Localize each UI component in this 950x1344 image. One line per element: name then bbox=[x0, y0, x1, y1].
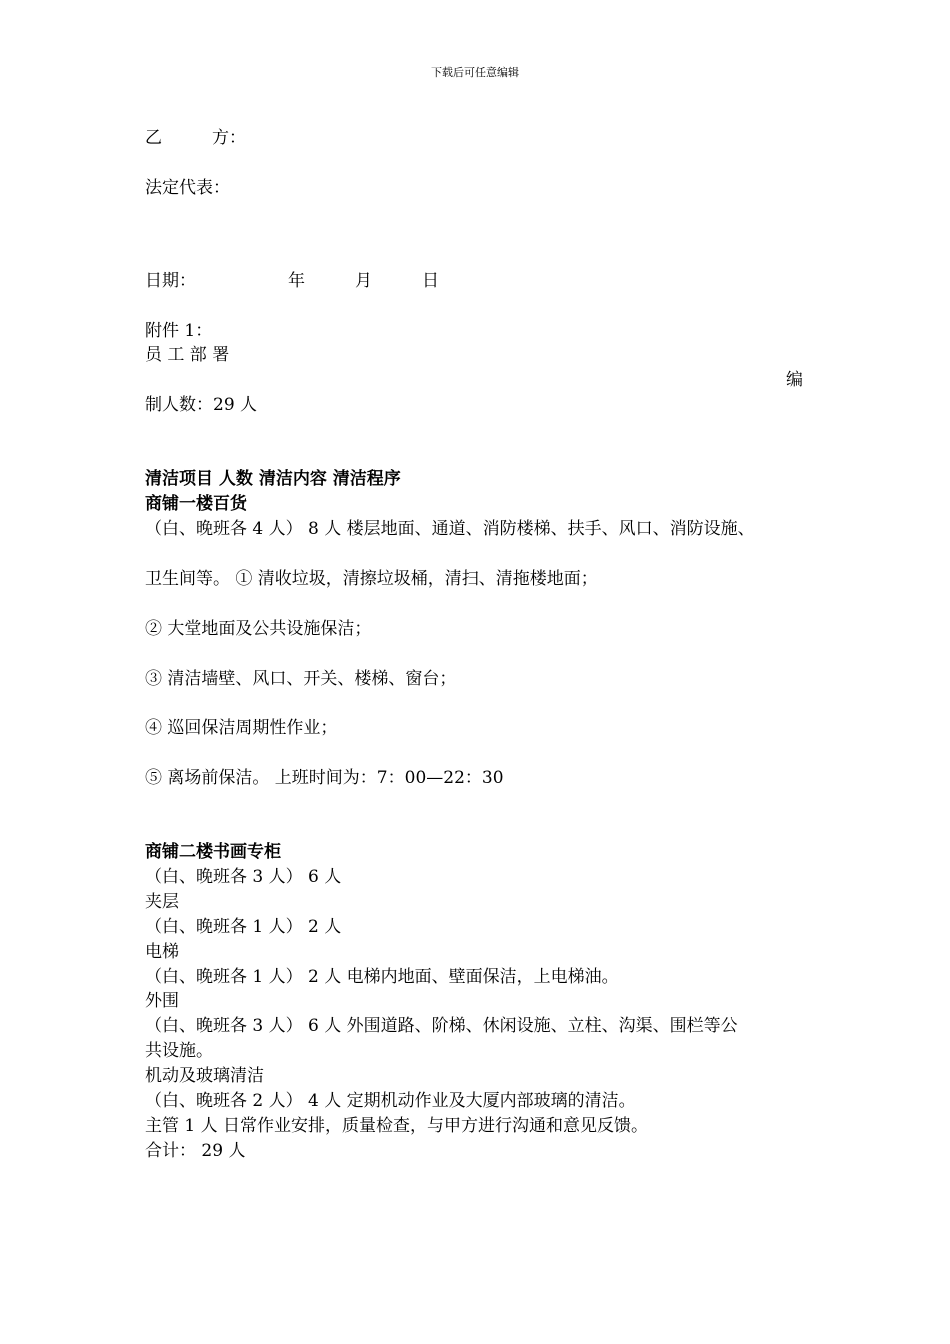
date-month: 月 bbox=[355, 271, 372, 291]
attachment-bian: 编 bbox=[786, 370, 803, 390]
section1-line-2: 卫生间等。 ① 清收垃圾，清擦垃圾桶，清扫、清拖楼地面； bbox=[145, 569, 598, 589]
section1-line-5: ④ 巡回保洁周期性作业； bbox=[145, 718, 338, 738]
section2-line: 主管 1 人 日常作业安排，质量检查，与甲方进行沟通和意见反馈。 bbox=[145, 1116, 649, 1136]
party-b-line bbox=[145, 127, 246, 149]
section2-line: 机动及玻璃清洁 bbox=[145, 1066, 264, 1086]
section2-line: 外围 bbox=[145, 991, 179, 1011]
section-title-1: 商铺一楼百货 bbox=[145, 494, 247, 514]
table-header: 清洁项目 人数 清洁内容 清洁程序 bbox=[145, 469, 401, 489]
attachment-title: 员 工 部 署 bbox=[145, 345, 230, 365]
total-line: 合计： 29 人 bbox=[145, 1141, 246, 1161]
legal-representative: 法定代表： bbox=[145, 178, 230, 198]
date-label: 日期： bbox=[145, 271, 196, 291]
date-year: 年 bbox=[288, 271, 305, 291]
section1-line-6: ⑤ 离场前保洁。 上班时间为：7：00—22：30 bbox=[145, 768, 504, 788]
section2-line: 共设施。 bbox=[145, 1041, 213, 1061]
section2-line: 夹层 bbox=[145, 892, 179, 912]
party-b-label: 乙 bbox=[145, 128, 162, 148]
section2-line: （白、晚班各 1 人） 2 人 电梯内地面、壁面保洁，上电梯油。 bbox=[145, 967, 619, 987]
section1-line-3: ② 大堂地面及公共设施保洁； bbox=[145, 619, 372, 639]
staff-count: 制人数：29 人 bbox=[145, 395, 258, 415]
section2-line: （白、晚班各 3 人） 6 人 外围道路、阶梯、休闲设施、立柱、沟渠、围栏等公 bbox=[145, 1016, 738, 1036]
date-line bbox=[145, 270, 439, 292]
section2-line: 电梯 bbox=[145, 942, 179, 962]
section1-line-1: （白、晚班各 4 人） 8 人 楼层地面、通道、消防楼梯、扶手、风口、消防设施、 bbox=[145, 519, 755, 539]
attachment-label: 附件 1： bbox=[145, 321, 213, 341]
section2-line: （白、晚班各 3 人） 6 人 bbox=[145, 867, 342, 887]
section1-line-4: ③ 清洁墙壁、风口、开关、楼梯、窗台； bbox=[145, 669, 457, 689]
section2-line: （白、晚班各 1 人） 2 人 bbox=[145, 917, 342, 937]
page-header: 下载后可任意编辑 bbox=[431, 66, 519, 79]
section-title-2: 商铺二楼书画专柜 bbox=[145, 842, 281, 862]
section2-line: （白、晚班各 2 人） 4 人 定期机动作业及大厦内部玻璃的清洁。 bbox=[145, 1091, 636, 1111]
party-b-colon: 方： bbox=[212, 128, 246, 148]
date-day: 日 bbox=[422, 271, 439, 291]
